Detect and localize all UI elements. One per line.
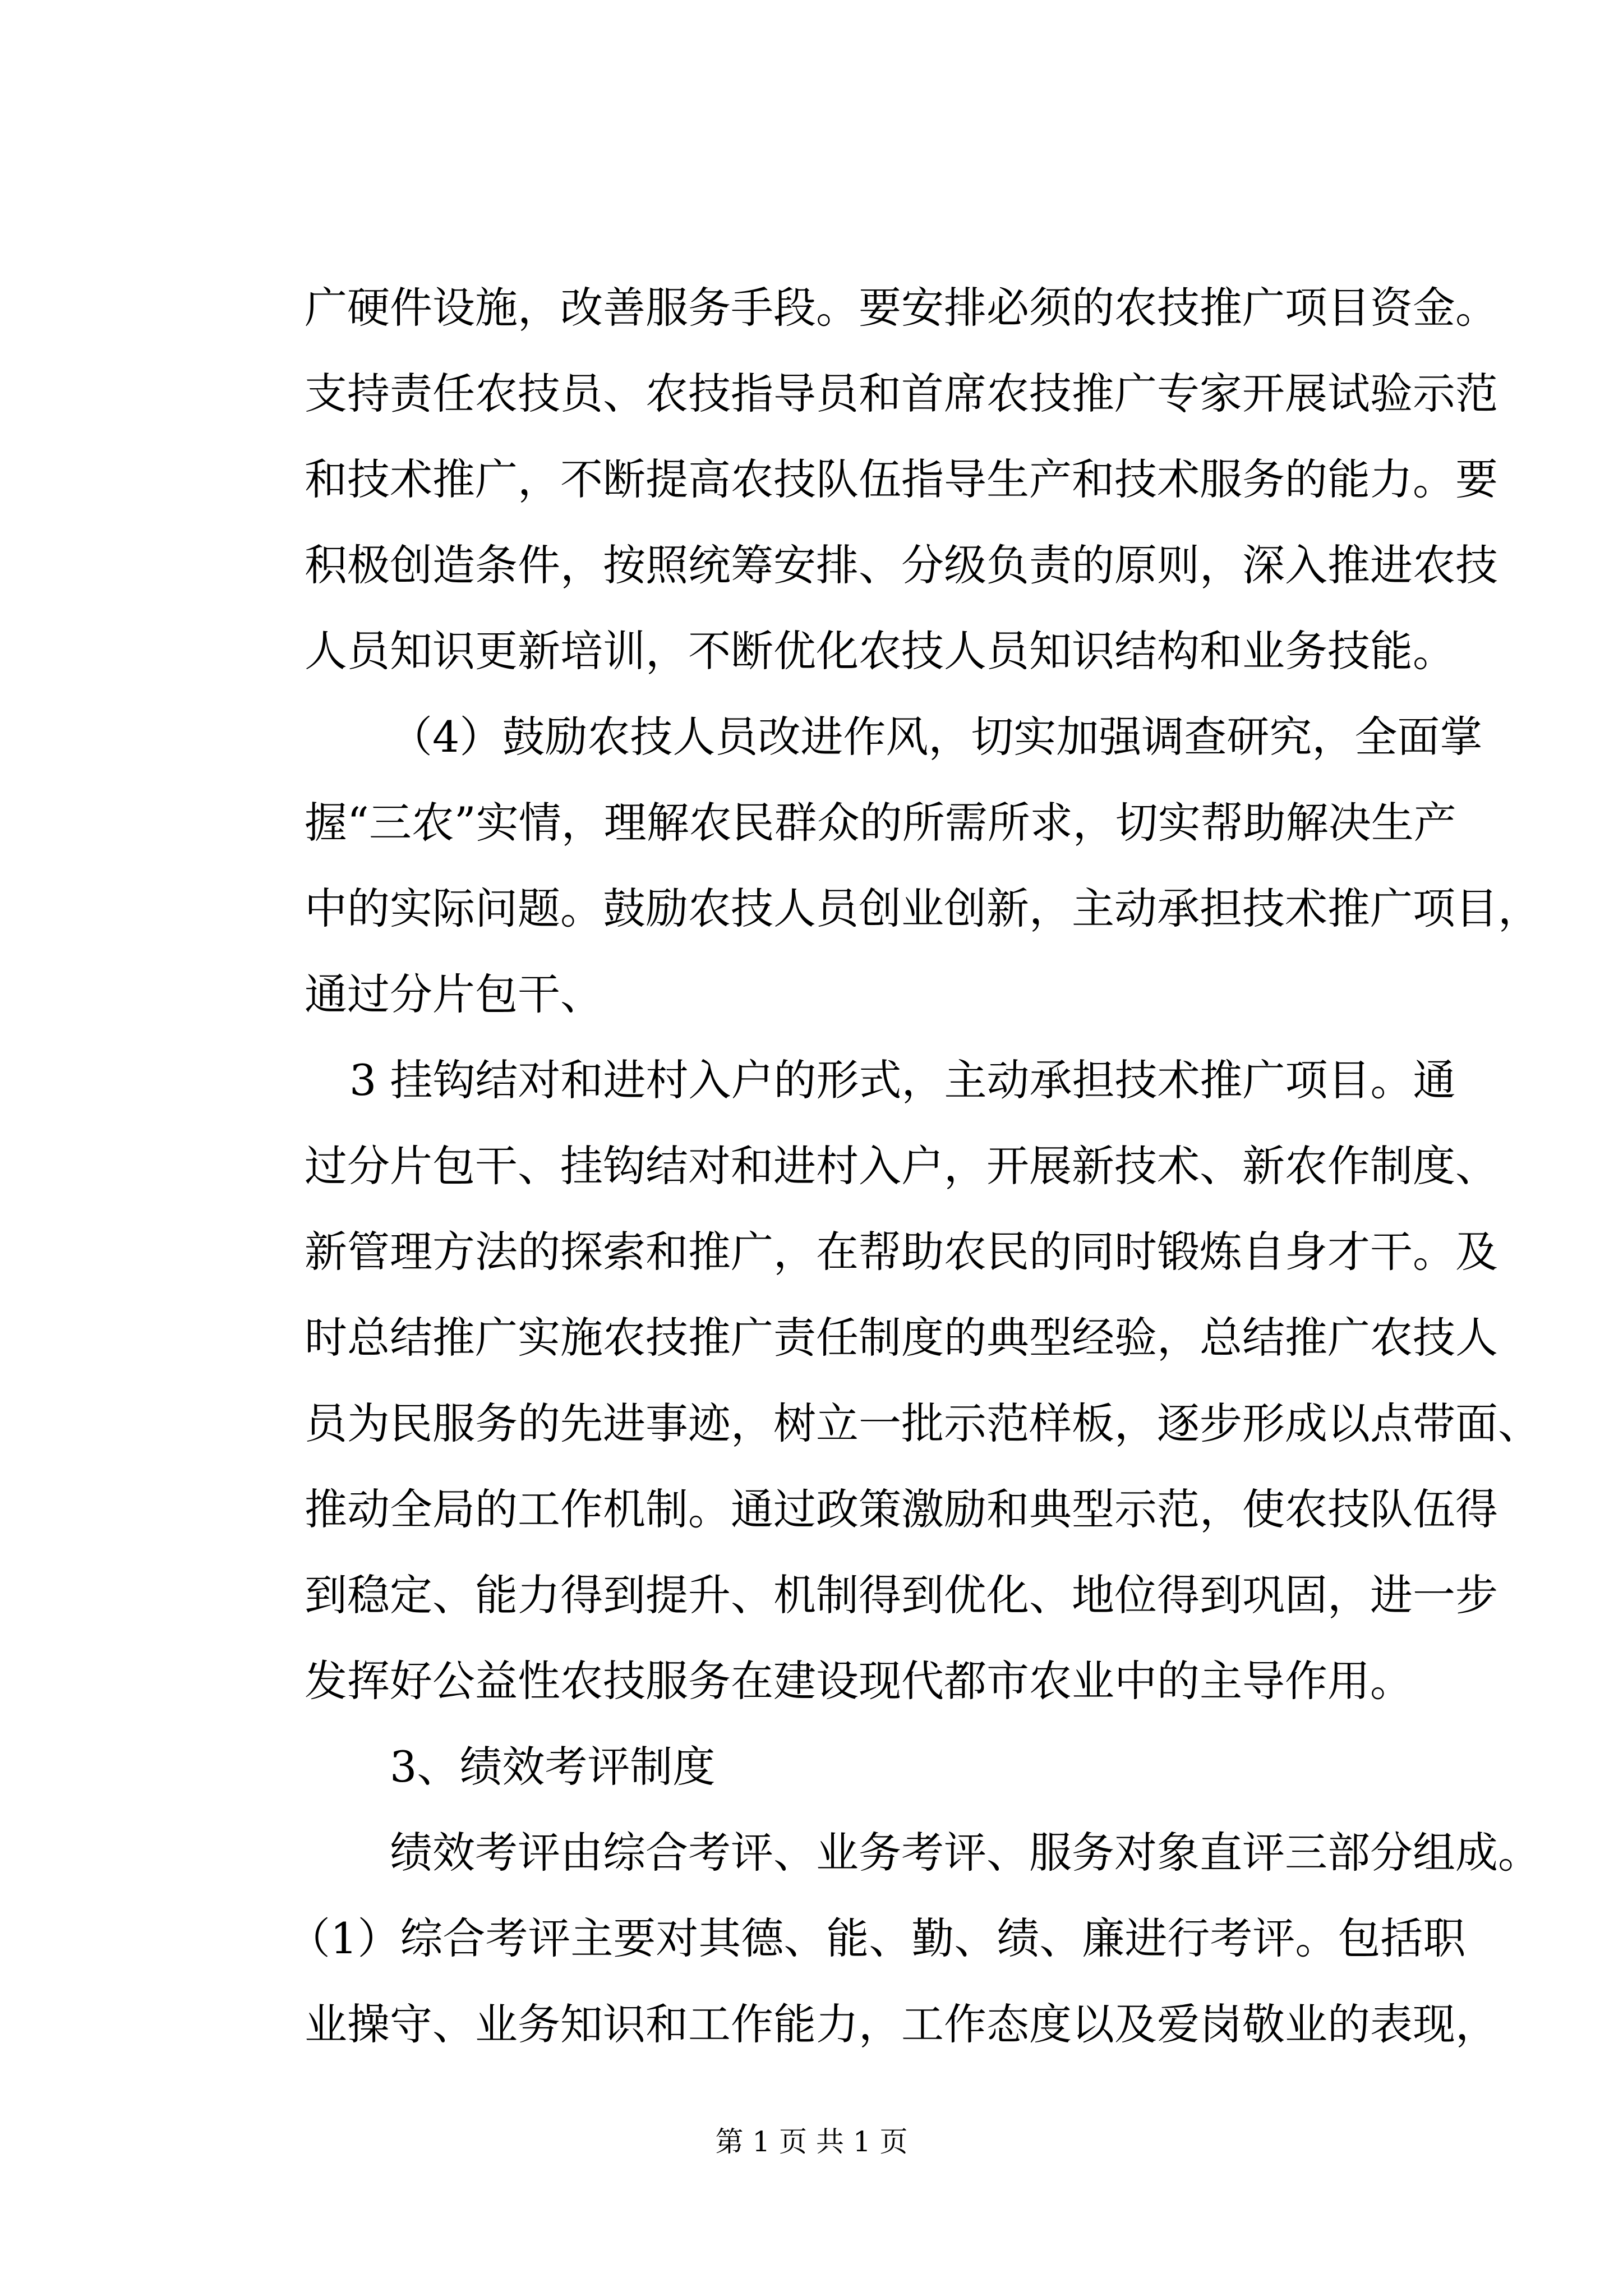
paragraph-line: 到稳定、能力得到提升、机制得到优化、地位得到巩固，进一步 xyxy=(305,1570,1498,1620)
paragraph-line: （1）综合考评主要对其德、能、勤、绩、廉进行考评。包括职 xyxy=(288,1913,1466,1963)
page-footer: 第 1 页 共 1 页 xyxy=(715,2125,908,2158)
paragraph-line: 推动全局的工作机制。通过政策激励和典型示范，使农技队伍得 xyxy=(305,1484,1498,1534)
paragraph-line: 绩效考评由综合考评、业务考评、服务对象直评三部分组成。 xyxy=(390,1828,1541,1878)
paragraph-line: 支持责任农技员、农技指导员和首席农技推广专家开展试验示范 xyxy=(305,369,1498,418)
paragraph-line: 时总结推广实施农技推广责任制度的典型经验，总结推广农技人 xyxy=(305,1313,1498,1363)
paragraph-line: 广硬件设施，改善服务手段。要安排必须的农技推广项目资金。 xyxy=(305,283,1498,333)
paragraph-line: 过分片包干、挂钩结对和进村入户，开展新技术、新农作制度、 xyxy=(305,1141,1498,1191)
paragraph-line: 员为民服务的先进事迹，树立一批示范样板，逐步形成以点带面、 xyxy=(305,1398,1541,1448)
paragraph-line: 握“三农”实情，理解农民群众的所需所求，切实帮助解决生产 xyxy=(305,798,1456,848)
paragraph-line: 和技术推广，不断提高农技队伍指导生产和技术服务的能力。要 xyxy=(305,454,1498,504)
paragraph-line: 人员知识更新培训，不断优化农技人员知识结构和业务技能。 xyxy=(305,626,1455,676)
paragraph-line: 中的实际问题。鼓励农技人员创业创新，主动承担技术推广项目， xyxy=(305,884,1541,933)
paragraph-line: （4）鼓励农技人员改进作风，切实加强调查研究，全面掌 xyxy=(390,712,1483,762)
paragraph-line: 发挥好公益性农技服务在建设现代都市农业中的主导作用。 xyxy=(305,1656,1413,1706)
paragraph-line: 积极创造条件，按照统筹安排、分级负责的原则，深入推进农技 xyxy=(305,540,1498,590)
paragraph-line: 3 挂钩结对和进村入户的形式，主动承担技术推广项目。通 xyxy=(349,1055,1456,1105)
paragraph-line: 新管理方法的探索和推广，在帮助农民的同时锻炼自身才干。及 xyxy=(305,1227,1498,1277)
section-heading: 3、绩效考评制度 xyxy=(390,1742,716,1792)
paragraph-line: 业操守、业务知识和工作能力，工作态度以及爱岗敬业的表现， xyxy=(305,1999,1498,2049)
paragraph-line: 通过分片包干、 xyxy=(305,969,603,1019)
document-body xyxy=(288,265,1541,2067)
